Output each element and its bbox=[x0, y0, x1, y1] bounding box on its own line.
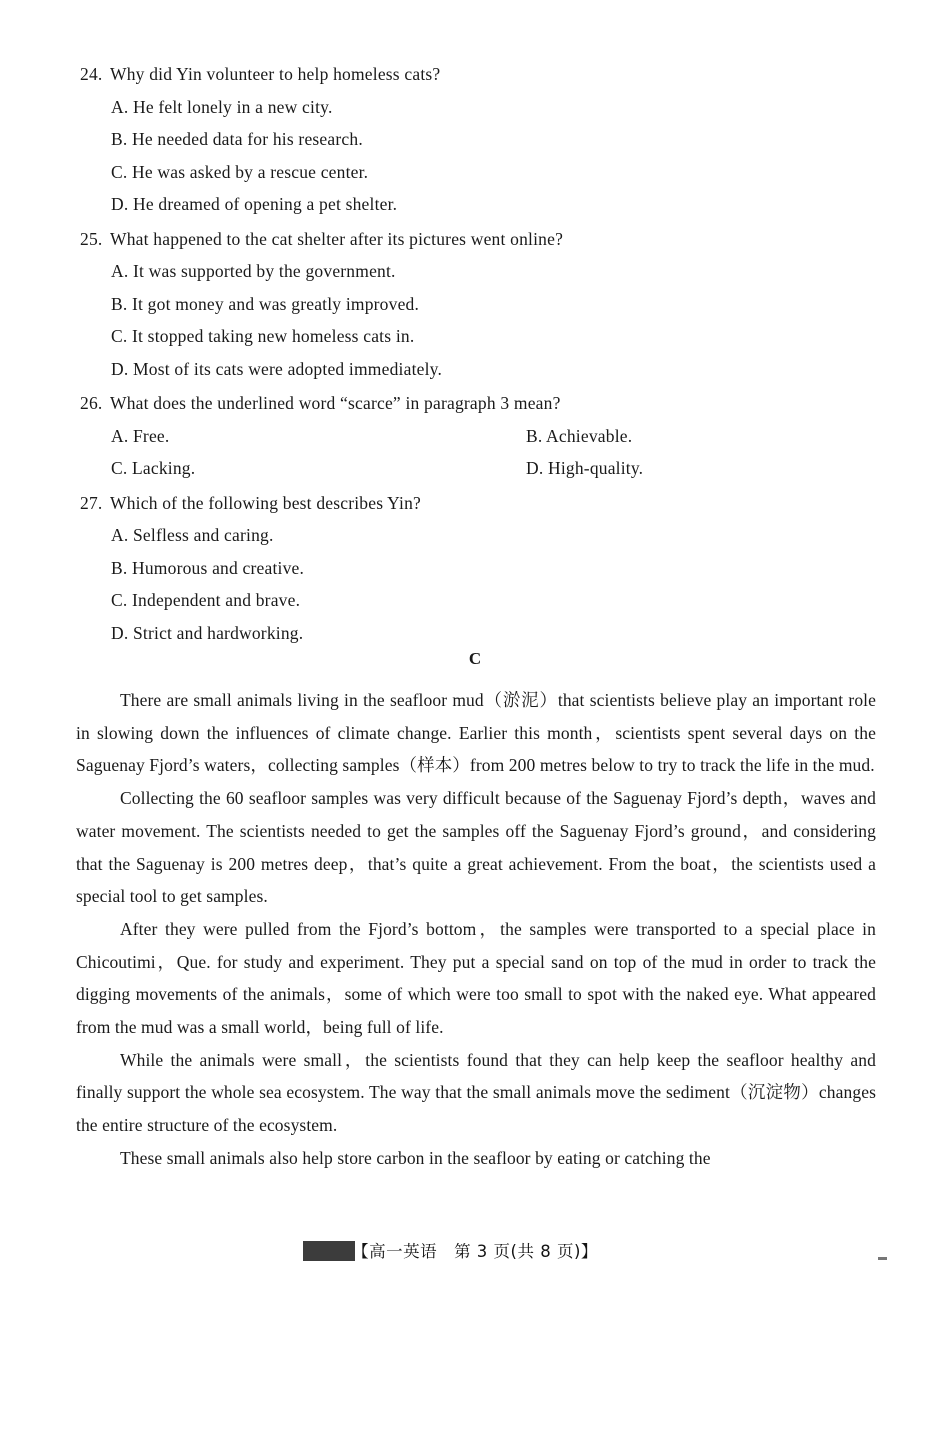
option-26-c[interactable]: C. Lacking. bbox=[111, 458, 196, 478]
question-24-text: Why did Yin volunteer to help homeless cats? bbox=[110, 64, 441, 84]
option-24-a[interactable]: A. He felt lonely in a new city. bbox=[111, 96, 333, 117]
question-24-number: 24. bbox=[80, 64, 103, 84]
option-26-a[interactable]: A. Free. bbox=[111, 425, 170, 446]
question-27-stem bbox=[80, 487, 880, 520]
question-26-option-row-1 bbox=[80, 420, 880, 453]
passage-paragraph-1: There are small animals living in the seafloor mud（淤泥）that scientists believe play an important role in slowing down the influences of climate change. Earlier this month，scientists spent several days on the Saguenay Fjord’s waters，collecting samples（样本）from 200 metres below to try to track the life in the mud. bbox=[76, 690, 876, 776]
question-27-text: Which of the following best describes Yin? bbox=[110, 492, 422, 513]
passage-paragraph-3: After they were pulled from the Fjord’s bottom，the samples were transported to a special place in Chicoutimi，Que. for study and experiment. They put a special sand on top of the mud in order to track the digging movements of the animals，some of which were too small to spot with the naked eye. What appeared from the mud was a small world，being full of life. bbox=[76, 918, 876, 1038]
option-24-d[interactable]: D. He dreamed of opening a pet shelter. bbox=[111, 194, 398, 214]
question-26-options bbox=[80, 420, 880, 485]
question-27 bbox=[80, 487, 880, 650]
passage-paragraph-4: While the animals were small，the scientists found that they can help keep the seafloor healthy and finally support the whole sea ecosystem. The way that the small animals move the sediment（沉淀物）changes the entire structure of the ecosystem. bbox=[76, 1049, 876, 1136]
option-25-d[interactable]: D. Most of its cats were adopted immediately. bbox=[111, 358, 443, 379]
question-25-stem bbox=[80, 223, 880, 256]
passage-paragraph-2: Collecting the 60 seafloor samples was very difficult because of the Saguenay Fjord’s depth，waves and water movement. The scientists needed to get the samples off the Saguenay Fjord’s ground，and considering that the Saguenay is 200 metres deep，that’s quite a great achievement. From the boat，the scientists used a special tool to get samples. bbox=[76, 788, 876, 907]
question-26-stem bbox=[80, 387, 880, 420]
option-24-b[interactable]: B. He needed data for his research. bbox=[111, 129, 363, 149]
corner-mark bbox=[878, 1257, 887, 1260]
question-26-text: What does the underlined word “scarce” in paragraph 3 mean? bbox=[110, 393, 561, 413]
passage-paragraph-5: These small animals also help store carbon in the seafloor by eating or catching the bbox=[120, 1147, 711, 1168]
question-25-number: 25. bbox=[80, 228, 103, 249]
question-24 bbox=[80, 58, 880, 221]
passage-body bbox=[76, 684, 876, 1175]
question-26-number: 26. bbox=[80, 393, 103, 413]
option-25-b[interactable]: B. It got money and was greatly improved. bbox=[111, 293, 420, 314]
question-24-options bbox=[80, 91, 880, 221]
option-26-d[interactable]: D. High-quality. bbox=[526, 458, 644, 478]
passage-section-label: C bbox=[468, 649, 482, 668]
option-26-b[interactable]: B. Achievable. bbox=[526, 425, 633, 446]
page-indicator: 【高一英语 第 3 页(共 8 页)】 bbox=[352, 1242, 598, 1261]
question-26 bbox=[80, 387, 880, 485]
question-27-options bbox=[80, 519, 880, 649]
question-25-text: What happened to the cat shelter after its pictures went online? bbox=[110, 228, 564, 249]
option-27-b[interactable]: B. Humorous and creative. bbox=[111, 557, 305, 578]
question-27-number: 27. bbox=[80, 492, 103, 513]
question-25-options bbox=[80, 255, 880, 385]
option-24-c[interactable]: C. He was asked by a rescue center. bbox=[111, 161, 369, 182]
question-25 bbox=[80, 223, 880, 386]
question-list bbox=[80, 58, 880, 651]
option-27-a[interactable]: A. Selfless and caring. bbox=[111, 525, 274, 545]
page-footer bbox=[0, 1238, 950, 1262]
question-26-option-row-2 bbox=[80, 452, 880, 485]
option-27-d[interactable]: D. Strict and hardworking. bbox=[111, 622, 304, 643]
option-27-c[interactable]: C. Independent and brave. bbox=[111, 590, 301, 610]
option-25-c[interactable]: C. It stopped taking new homeless cats in. bbox=[111, 326, 415, 346]
option-25-a[interactable]: A. It was supported by the government. bbox=[111, 261, 396, 281]
question-24-stem bbox=[80, 58, 880, 91]
